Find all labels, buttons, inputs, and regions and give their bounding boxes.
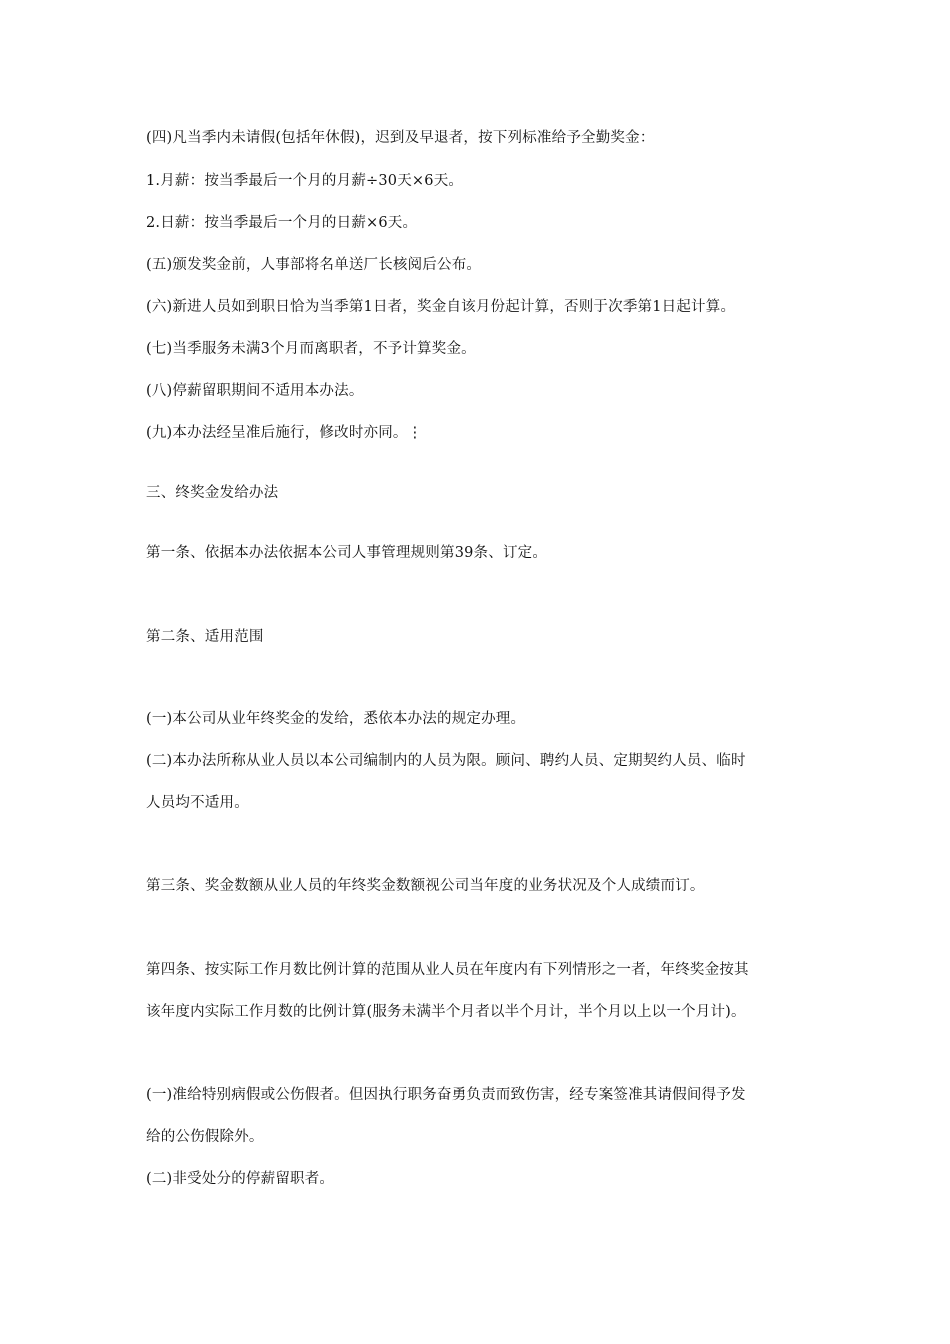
item-monthly-salary: 1.月薪：按当季最后一个月的月薪÷30天×6天。 xyxy=(146,173,464,189)
article-1: 第一条、依据本办法依据本公司人事管理规则第39条、订定。 xyxy=(146,545,548,561)
article-4: 第四条、按实际工作月数比例计算的范围从业人员在年度内有下列情形之一者，年终奖金按其 xyxy=(146,962,749,978)
article-4-cont: 该年度内实际工作月数的比例计算(服务未满半个月者以半个月计，半个月以上以一个月计)。 xyxy=(146,1004,746,1020)
article-2-heading: 第二条、适用范围 xyxy=(146,629,264,645)
clause-7-resignation: (七)当季服务未满3个月而离职者，不予计算奖金。 xyxy=(146,341,476,357)
article-2-clause-1: (一)本公司从业年终奖金的发给，悉依本办法的规定办理。 xyxy=(146,711,526,727)
clause-4-full-attendance: (四)凡当季内未请假(包括年休假)，迟到及早退者，按下列标准给予全勤奖金： xyxy=(146,130,655,146)
section-heading-year-end-bonus: 三、终奖金发给办法 xyxy=(146,485,279,501)
clause-5-announcement: (五)颁发奖金前，人事部将名单送厂长核阅后公布。 xyxy=(146,257,482,273)
item-daily-salary: 2.日薪：按当季最后一个月的日薪×6天。 xyxy=(146,215,418,231)
article-2-clause-2-cont: 人员均不适用。 xyxy=(146,795,249,811)
clause-8-unpaid-leave: (八)停薪留职期间不适用本办法。 xyxy=(146,383,364,399)
clause-9-enforcement: (九)本办法经呈准后施行，修改时亦同。⋮ xyxy=(146,425,423,441)
article-4-clause-1-cont: 给的公伤假除外。 xyxy=(146,1129,264,1145)
article-4-clause-1: (一)准给特别病假或公伤假者。但因执行职务奋勇负责而致伤害，经专案签准其请假间得予发 xyxy=(146,1087,746,1103)
clause-6-new-staff: (六)新进人员如到职日恰为当季第1日者，奖金自该月份起计算，否则于次季第1日起计算。 xyxy=(146,299,736,315)
article-2-clause-2: (二)本办法所称从业人员以本公司编制内的人员为限。顾问、聘约人员、定期契约人员、临时 xyxy=(146,753,746,769)
article-4-clause-2: (二)非受处分的停薪留职者。 xyxy=(146,1171,335,1187)
article-3: 第三条、奖金数额从业人员的年终奖金数额视公司当年度的业务状况及个人成绩而订。 xyxy=(146,878,705,894)
